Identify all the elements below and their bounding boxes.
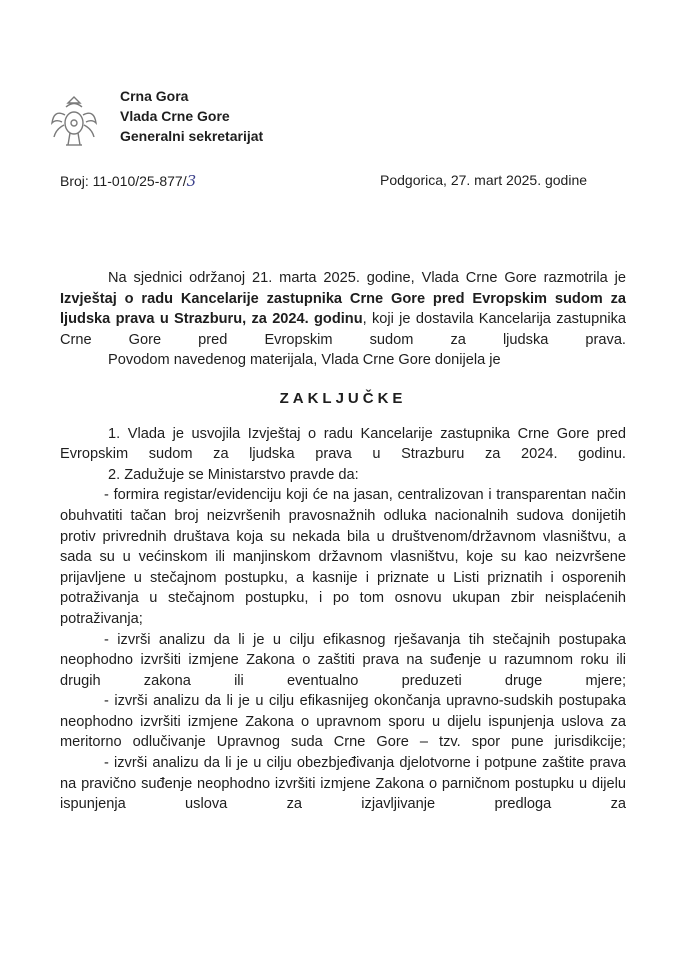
reference-printed: Broj: 11-010/25-877/: [60, 173, 187, 189]
bullet-item: - izvrši analizu da li je u cilju efikasnijeg okončanja upravno-sudskih postupaka neophodno izvršiti izmjene Zakona o upravnom sporu u dijelu ispunjenja uslova za meritorno odlučivanje Upravnog suda Crne Gore – tzv. spor pune jurisdikcije;: [60, 693, 626, 751]
intro-text-1: Na sjednici održanoj 21. marta 2025. godine, Vlada Crne Gore razmotrila je: [108, 270, 626, 286]
report-title: Izvještaj o radu Kancelarije zastupnika Crne Gore pred Evropskim sudom za ljudska prava u Strazburu, za 2024. godinu: [60, 290, 626, 328]
coat-of-arms-icon: [50, 95, 98, 149]
conclusions-heading: ZAKLJUČKE: [279, 389, 407, 407]
document-body: [60, 268, 626, 815]
secretariat-name: Generalni sekretarijat: [120, 128, 264, 144]
povodom-paragraph: Povodom navedenog materijala, Vlada Crne Gore donijela je: [108, 352, 501, 369]
reference-handwritten: 3: [186, 172, 197, 190]
bullet-item: - izvrši analizu da li je u cilju obezbjeđivanja djelotvorne i potpune zaštite prava na pravično suđenje neophodno izvršiti izmjene Zakona o parničnom postupku u dijelu ispunjenja uslova za izjavljivanje predloga za: [60, 755, 626, 813]
organization-header: [120, 86, 263, 146]
reference-number: [60, 172, 196, 190]
intro-text-2: , koji je dostavila Kancelarija zastupnika Crne Gore pred Evropskim sudom za ljudska prava.: [60, 311, 626, 348]
intro-paragraph: [60, 268, 626, 350]
bullet-item: - formira registar/evidenciju koji će na jasan, centralizovan i transparentan način obuhvatiti tačan broj neizvršenih pravosnažnih odluka nacionalnih sudova donijetih protiv privrednih društava koja su nekada bila u društvenom/državnom vlasništvu, a sada su u većinskom ili manjinskom državnom vlasništvu, koje su kao neizvršene prijavljene u stečajnom postupku, a kasnije i priznate u Listi priznatih i osporenih potraživanja u stečajnom postupku, i po tom osnovu ukupan zbir neisplaćenih potraživanja;: [60, 487, 626, 627]
government-name: Vlada Crne Gore: [120, 108, 230, 124]
bullet-item: - izvrši analizu da li je u cilju efikasnog rješavanja tih stečajnih postupaka neophodno izvršiti izmjene Zakona o zaštiti prava na suđenje u razumnom roku ili drugih zakona ili eventualno preduzeti druge mjere;: [60, 631, 626, 689]
conclusion-item-1: 1. Vlada je usvojila Izvještaj o radu Kancelarije zastupnika Crne Gore pred Evropskim sudom za ljudska prava u Strazburu za 2024. godinu.: [60, 425, 626, 463]
conclusion-item-2: 2. Zadužuje se Ministarstvo pravde da:: [108, 466, 359, 483]
country-name: Crna Gora: [120, 88, 189, 104]
document-date: Podgorica, 27. mart 2025. godine: [380, 172, 588, 188]
